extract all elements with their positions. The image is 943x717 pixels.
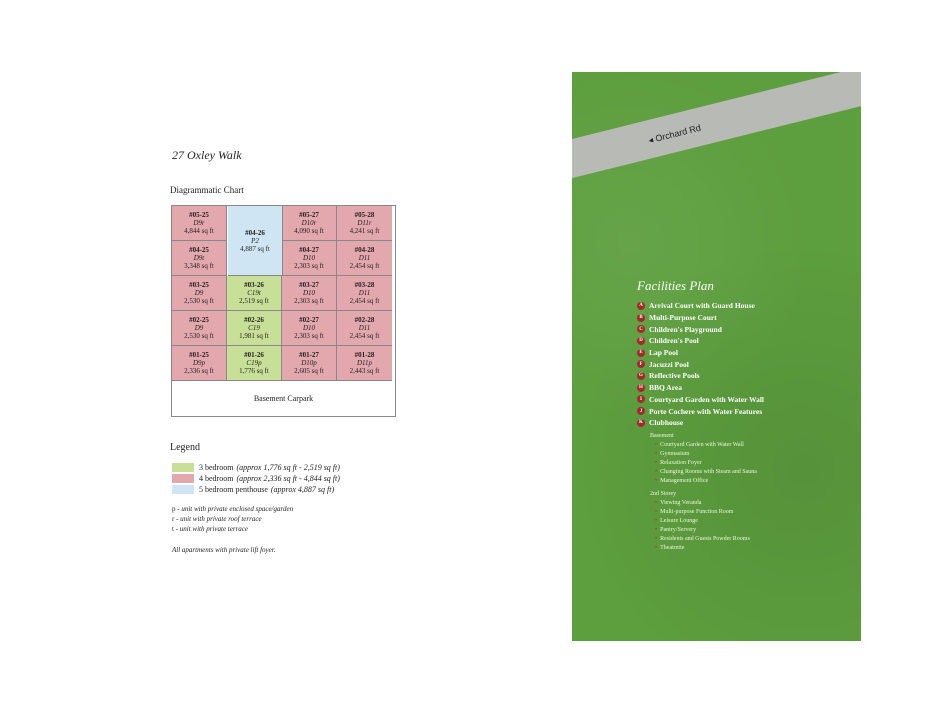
unit-size: 4,887 sq ft <box>240 244 270 253</box>
facility-label: Multi-Purpose Court <box>649 313 717 323</box>
legend-title: Legend <box>170 442 200 453</box>
facility-item <box>637 394 764 406</box>
unit-cell <box>337 346 392 381</box>
unit-cell <box>282 346 337 381</box>
unit-cell <box>172 241 227 276</box>
unit-code: #03-25 <box>189 281 209 289</box>
unit-size: 2,519 sq ft <box>239 297 269 305</box>
unit-size: 2,454 sq ft <box>349 262 380 270</box>
storey-item: • Residents and Guests Powder Rooms <box>650 535 757 544</box>
facility-badge: A <box>637 302 645 310</box>
storey-item: • Leisure Lounge <box>650 517 757 526</box>
facility-badge: F <box>637 360 645 368</box>
unit-type: C19p <box>246 359 262 367</box>
unit-cell <box>227 276 282 311</box>
basement-item: • Management Office <box>650 477 757 486</box>
unit-type: D11r <box>357 219 372 227</box>
orchard-road <box>572 72 861 181</box>
storey-heading: 2nd Storey <box>650 491 677 498</box>
footer-note: All apartments with private lift foyer. <box>172 546 276 554</box>
unit-cell <box>337 311 392 346</box>
legend-note: (approx 1,776 sq ft - 2,519 sq ft) <box>236 463 340 472</box>
facility-badge: C <box>637 325 645 333</box>
unit-code: #03-26 <box>244 281 264 289</box>
unit-cell <box>282 206 337 241</box>
note-text: unit with private terrace <box>179 525 249 533</box>
unit-type: D9 <box>194 324 204 332</box>
unit-cell <box>337 241 392 276</box>
note-text: unit with private roof terrace <box>180 515 262 523</box>
facility-badge: H <box>637 384 645 392</box>
grid-row <box>172 276 395 311</box>
penthouse-cell <box>228 206 283 276</box>
legend-note: (approx 4,887 sq ft) <box>270 485 335 494</box>
unit-size: 2,530 sq ft <box>184 297 214 305</box>
site-map <box>572 72 861 641</box>
facility-label: Arrival Court with Guard House <box>649 301 755 311</box>
unit-code: #05-28 <box>354 211 375 219</box>
unit-cell <box>227 311 282 346</box>
note-text: unit with private enclosed space/garden <box>181 505 294 513</box>
storey-item: • Viewing Veranda <box>650 499 757 508</box>
unit-type: D10r <box>301 219 317 227</box>
road-label: ◂ Orchard Rd <box>647 122 702 146</box>
grid-row <box>172 206 395 241</box>
unit-code: #01-26 <box>244 351 264 359</box>
unit-grid <box>171 205 396 417</box>
unit-type: D9 <box>194 289 204 297</box>
facility-label: Reflective Pools <box>649 371 700 381</box>
unit-type: D10 <box>302 254 316 262</box>
facility-label: Lap Pool <box>649 348 678 358</box>
facility-item <box>637 358 764 370</box>
basement-item: • Courtyard Garden with Water Wall <box>650 441 757 450</box>
facility-item <box>637 312 764 324</box>
facility-item <box>637 370 764 382</box>
unit-code: #03-27 <box>299 281 319 289</box>
unit-size: 4,090 sq ft <box>294 227 324 235</box>
unit-cell <box>172 311 227 346</box>
facility-item <box>637 335 764 347</box>
unit-cell <box>227 346 282 381</box>
unit-size: 1,981 sq ft <box>239 332 269 340</box>
unit-code: #04-25 <box>189 246 209 254</box>
facility-label: Porte Cochere with Water Features <box>649 406 763 416</box>
unit-type: D11 <box>358 324 371 332</box>
unit-type: D10 <box>302 289 316 297</box>
unit-type: D11 <box>358 289 371 297</box>
facility-badge: G <box>637 372 645 380</box>
facility-label: Clubhouse <box>649 418 684 428</box>
notes <box>172 504 293 534</box>
legend-item <box>172 484 340 495</box>
unit-size: 2,454 sq ft <box>349 332 380 340</box>
facility-badge: D <box>637 337 645 345</box>
facility-label: Jacuzzi Pool <box>649 359 689 369</box>
unit-code: #02-26 <box>244 316 264 324</box>
legend-label: 3 bedroom <box>199 463 234 472</box>
unit-type: D11p <box>356 359 373 367</box>
facility-label: Children's Pool <box>649 336 699 346</box>
facility-badge: K <box>637 419 645 427</box>
legend-note: (approx 2,336 sq ft - 4,844 sq ft) <box>236 474 340 483</box>
unit-code: #02-25 <box>189 316 209 324</box>
legend-label: 4 bedroom <box>199 474 234 483</box>
facility-label: BBQ Area <box>649 383 682 393</box>
unit-size: 2,443 sq ft <box>349 367 380 375</box>
unit-type: D10 <box>302 324 316 332</box>
basement-item: • Changing Rooms with Steam and Sauna <box>650 468 757 477</box>
storey-item: • Multi-purpose Function Room <box>650 508 757 517</box>
unit-code: #04-26 <box>245 228 265 237</box>
unit-code: #05-25 <box>189 211 209 219</box>
unit-size: 2,336 sq ft <box>184 367 214 375</box>
unit-type: C19 <box>248 324 260 332</box>
unit-code: #04-27 <box>299 246 319 254</box>
unit-code: #01-25 <box>189 351 209 359</box>
unit-cell <box>172 346 227 381</box>
unit-size: 1,776 sq ft <box>239 367 269 375</box>
grid-row <box>172 346 395 381</box>
note-item: t - unit with private terrace <box>172 525 249 533</box>
facility-item <box>637 323 764 335</box>
unit-size: 4,241 sq ft <box>349 227 380 235</box>
unit-type: P2 <box>251 236 259 245</box>
facility-label: Courtyard Garden with Water Wall <box>649 394 765 404</box>
unit-cell <box>337 276 392 311</box>
unit-type: D11 <box>358 254 371 262</box>
unit-cell <box>337 206 392 241</box>
facility-badge: E <box>637 349 645 357</box>
unit-code: #02-28 <box>354 316 375 324</box>
storey-item: • Pantry/Servery <box>650 526 757 535</box>
legend-item <box>172 462 340 473</box>
facilities-title: Facilities Plan <box>637 278 714 293</box>
legend-label: 5 bedroom penthouse <box>199 485 268 494</box>
chart-label: Diagrammatic Chart <box>170 185 244 195</box>
unit-code: #03-28 <box>354 281 375 289</box>
unit-size: 3,348 sq ft <box>184 262 214 270</box>
unit-code: #05-27 <box>299 211 319 219</box>
unit-type: D9r <box>193 219 205 227</box>
basement-item: • Gymnasium <box>650 450 757 459</box>
facility-item <box>637 300 764 312</box>
legend-swatch <box>172 485 194 494</box>
grid-row <box>172 241 395 276</box>
facility-item <box>637 405 764 417</box>
unit-size: 2,454 sq ft <box>349 297 380 305</box>
unit-cell <box>282 241 337 276</box>
page-title: 27 Oxley Walk <box>172 148 242 162</box>
unit-code: #02-27 <box>299 316 319 324</box>
basement-item: • Relaxation Foyer <box>650 459 757 468</box>
facility-item <box>637 347 764 359</box>
facility-badge: I <box>637 395 645 403</box>
basement-heading: Basement <box>650 433 674 439</box>
facility-item <box>637 417 764 429</box>
unit-type: D9t <box>193 254 205 262</box>
legend-item <box>172 473 340 484</box>
legend <box>172 462 340 495</box>
facility-badge: J <box>637 407 645 415</box>
legend-swatch <box>172 463 194 472</box>
facilities-list <box>637 300 764 429</box>
legend-swatch <box>172 474 194 483</box>
unit-size: 4,844 sq ft <box>184 227 214 235</box>
facility-item <box>637 382 764 394</box>
sub-facilities <box>650 432 757 553</box>
facility-label: Children's Playground <box>649 324 722 334</box>
unit-size: 2,605 sq ft <box>294 367 324 375</box>
storey-item: • Theatrette <box>650 544 757 553</box>
facility-badge: B <box>637 314 645 322</box>
unit-size: 2,303 sq ft <box>294 332 324 340</box>
unit-type: D9p <box>192 359 206 367</box>
unit-code: #04-28 <box>354 246 375 254</box>
unit-size: 2,303 sq ft <box>294 297 324 305</box>
note-item: r - unit with private roof terrace <box>172 515 262 523</box>
unit-type: D10p <box>301 359 317 367</box>
unit-cell <box>282 276 337 311</box>
unit-code: #01-27 <box>299 351 319 359</box>
unit-size: 2,530 sq ft <box>184 332 214 340</box>
note-item: p - unit with private enclosed space/garden <box>172 505 294 513</box>
unit-cell <box>172 206 227 241</box>
unit-cell <box>172 276 227 311</box>
grid-row <box>172 311 395 346</box>
unit-size: 2,303 sq ft <box>294 262 324 270</box>
unit-cell <box>282 311 337 346</box>
unit-type: C19t <box>247 289 261 297</box>
unit-code: #01-28 <box>354 351 375 359</box>
basement-carpark: Basement Carpark <box>172 381 395 416</box>
